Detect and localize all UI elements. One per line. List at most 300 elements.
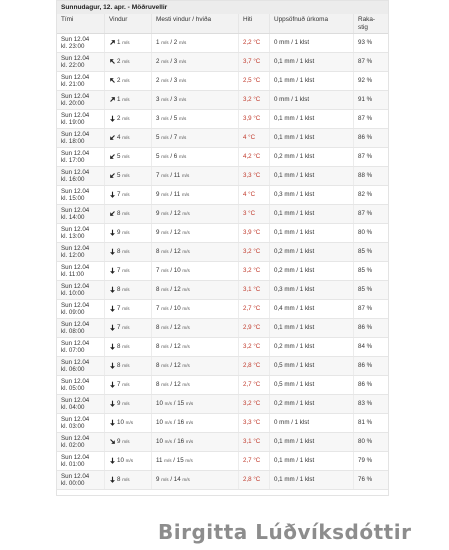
weather-table (56, 0, 389, 496)
row-hour: kl. 01:00 (61, 461, 85, 469)
table-row (57, 129, 388, 148)
row-wind (105, 395, 152, 413)
row-wind (105, 167, 152, 185)
gust-speed: 12 (173, 248, 181, 255)
row-wind (105, 376, 152, 394)
row-time (57, 357, 105, 375)
wind-unit: m/s (122, 382, 130, 388)
row-date: Sun 12.04 (61, 283, 90, 290)
row-date: Sun 12.04 (61, 245, 90, 252)
wind-direction-arrow-icon (109, 39, 116, 46)
wind-speed: 8 (117, 476, 121, 484)
row-date: Sun 12.04 (61, 207, 90, 214)
gust-speed: 6 (173, 153, 178, 160)
wind-speed: 9 (117, 438, 121, 446)
row-gust: 8 m/s / 12 m/s (152, 376, 239, 394)
wind-direction-arrow-icon (109, 305, 116, 312)
gust-unit: m/s (178, 154, 187, 159)
row-time (57, 34, 105, 52)
row-precipitation: 0 mm / 1 klst (270, 34, 354, 52)
wind-unit: m/s (122, 116, 130, 122)
gust-unit: m/s (182, 344, 190, 349)
row-temperature: 3,2 °C (239, 243, 270, 261)
max-wind-unit: m/s (161, 306, 169, 311)
row-hour: kl. 05:00 (61, 385, 85, 393)
max-wind: 10 (156, 419, 163, 426)
row-date: Sun 12.04 (61, 435, 90, 442)
max-wind: 7 (156, 172, 160, 179)
table-row (57, 224, 388, 243)
row-precipitation: 0,1 mm / 1 klst (270, 224, 354, 242)
row-humidity: 91 % (358, 96, 373, 103)
wind-speed: 8 (117, 343, 121, 351)
wind-speed: 1 (117, 39, 121, 47)
table-row (57, 186, 388, 205)
max-wind: 8 (156, 324, 160, 331)
row-date: Sun 12.04 (61, 150, 90, 157)
row-hour: kl. 19:00 (61, 119, 85, 127)
table-row (57, 167, 388, 186)
max-wind-unit: m/s (161, 287, 169, 292)
row-date: Sun 12.04 (61, 340, 90, 347)
row-wind (105, 129, 152, 147)
row-gust: 3 m/s / 5 m/s (152, 110, 239, 128)
row-hour: kl. 20:00 (61, 100, 85, 108)
row-wind (105, 338, 152, 356)
table-title: Sunnudagur, 12. apr. - Möðruvellir (57, 1, 388, 14)
row-time (57, 110, 105, 128)
wind-direction-arrow-icon (109, 419, 116, 426)
max-wind-unit: m/s (161, 325, 169, 330)
row-hour: kl. 15:00 (61, 195, 85, 203)
row-hour: kl. 02:00 (61, 442, 85, 450)
table-row (57, 91, 388, 110)
max-wind-unit: m/s (164, 401, 173, 406)
max-wind: 9 (156, 191, 160, 198)
gust-unit: m/s (178, 78, 187, 83)
gust-speed: 2 (173, 39, 178, 46)
row-hour: kl. 16:00 (61, 176, 85, 184)
row-hour: kl. 18:00 (61, 138, 85, 146)
max-wind: 3 (156, 115, 160, 122)
max-wind-unit: m/s (161, 363, 169, 368)
wind-direction-arrow-icon (109, 134, 116, 141)
gust-speed: 12 (173, 210, 181, 217)
row-gust: 10 m/s / 15 m/s (152, 395, 239, 413)
table-row (57, 376, 388, 395)
row-humidity: 82 % (358, 191, 373, 198)
gust-unit: m/s (182, 211, 190, 216)
row-time (57, 91, 105, 109)
row-temperature: 3,1 °C (239, 433, 270, 451)
row-humidity: 87 % (358, 153, 373, 160)
gust-speed: 16 (177, 419, 185, 426)
table-row (57, 452, 388, 471)
row-precipitation: 0,3 mm / 1 klst (270, 186, 354, 204)
wind-unit: m/s (122, 230, 130, 236)
row-temperature: 2,7 °C (239, 452, 270, 470)
row-time (57, 395, 105, 413)
wind-unit: m/s (122, 211, 130, 217)
row-precipitation: 0,4 mm / 1 klst (270, 300, 354, 318)
row-hour: kl. 08:00 (61, 328, 85, 336)
row-temperature: 3 °C (239, 205, 270, 223)
wind-speed: 7 (117, 191, 121, 199)
row-gust: 10 m/s / 16 m/s (152, 414, 239, 432)
row-date: Sun 12.04 (61, 169, 90, 176)
row-gust: 2 m/s / 3 m/s (152, 72, 239, 90)
wind-direction-arrow-icon (109, 267, 116, 274)
row-time (57, 262, 105, 280)
wind-direction-arrow-icon (109, 210, 116, 217)
row-wind (105, 319, 152, 337)
gust-unit: m/s (178, 97, 187, 102)
gust-unit: m/s (181, 192, 190, 197)
wind-speed: 5 (117, 172, 121, 180)
row-precipitation: 0,1 mm / 1 klst (270, 205, 354, 223)
row-gust: 9 m/s / 11 m/s (152, 186, 239, 204)
gust-speed: 3 (173, 77, 178, 84)
max-wind-unit: m/s (161, 97, 169, 102)
row-precipitation: 0 mm / 1 klst (270, 414, 354, 432)
wind-direction-arrow-icon (109, 438, 116, 445)
row-hour: kl. 00:00 (61, 480, 85, 488)
row-gust: 8 m/s / 12 m/s (152, 281, 239, 299)
row-wind (105, 224, 152, 242)
row-wind (105, 110, 152, 128)
row-temperature: 2,2 °C (239, 34, 270, 52)
row-wind (105, 281, 152, 299)
wind-unit: m/s (125, 420, 134, 426)
row-precipitation: 0,2 mm / 1 klst (270, 338, 354, 356)
row-hour: kl. 09:00 (61, 309, 85, 317)
row-time (57, 72, 105, 90)
max-wind: 8 (156, 286, 160, 293)
row-temperature: 2,8 °C (239, 357, 270, 375)
table-row (57, 148, 388, 167)
wind-unit: m/s (122, 78, 130, 84)
row-humidity: 86 % (358, 134, 373, 141)
row-gust: 2 m/s / 3 m/s (152, 53, 239, 71)
wind-speed: 8 (117, 210, 121, 218)
row-date: Sun 12.04 (61, 302, 90, 309)
gust-speed: 15 (177, 400, 185, 407)
row-time (57, 148, 105, 166)
max-wind: 5 (156, 134, 160, 141)
wind-speed: 9 (117, 229, 121, 237)
max-wind: 5 (156, 153, 160, 160)
table-body (57, 34, 388, 490)
gust-unit: m/s (182, 382, 190, 387)
wind-direction-arrow-icon (109, 248, 116, 255)
max-wind: 1 (156, 39, 160, 46)
row-temperature: 2,8 °C (239, 471, 270, 489)
wind-speed: 2 (117, 58, 121, 66)
max-wind: 2 (156, 77, 160, 84)
row-humidity: 87 % (358, 210, 373, 217)
row-temperature: 3,2 °C (239, 262, 270, 280)
gust-speed: 15 (176, 457, 184, 464)
row-wind (105, 148, 152, 166)
max-wind-unit: m/s (161, 211, 169, 216)
max-wind-unit: m/s (161, 477, 169, 482)
row-date: Sun 12.04 (61, 321, 90, 328)
table-row (57, 319, 388, 338)
header-rain: Uppsöfnuð úrkoma (270, 14, 354, 33)
wind-speed: 7 (117, 305, 121, 313)
row-hour: kl. 21:00 (61, 81, 85, 89)
row-precipitation: 0,1 mm / 1 klst (270, 53, 354, 71)
row-wind (105, 471, 152, 489)
gust-speed: 11 (173, 172, 181, 179)
gust-unit: m/s (182, 230, 190, 235)
wind-speed: 2 (117, 77, 121, 85)
row-precipitation: 0,1 mm / 1 klst (270, 471, 354, 489)
row-time (57, 338, 105, 356)
max-wind-unit: m/s (164, 439, 173, 444)
wind-unit: m/s (122, 192, 130, 198)
wind-direction-arrow-icon (109, 286, 116, 293)
row-hour: kl. 04:00 (61, 404, 85, 412)
gust-speed: 11 (173, 191, 181, 198)
wind-direction-arrow-icon (109, 476, 116, 483)
wind-direction-arrow-icon (109, 115, 116, 122)
wind-unit: m/s (122, 306, 130, 312)
gust-unit: m/s (181, 173, 190, 178)
row-date: Sun 12.04 (61, 378, 90, 385)
gust-speed: 7 (173, 134, 178, 141)
row-precipitation: 0,2 mm / 1 klst (270, 148, 354, 166)
max-wind: 11 (156, 457, 163, 464)
row-gust: 8 m/s / 12 m/s (152, 319, 239, 337)
table-row (57, 395, 388, 414)
row-gust: 10 m/s / 16 m/s (152, 433, 239, 451)
max-wind-unit: m/s (161, 173, 169, 178)
max-wind: 2 (156, 58, 160, 65)
row-gust: 7 m/s / 10 m/s (152, 262, 239, 280)
max-wind: 7 (156, 305, 160, 312)
wind-speed: 10 (117, 419, 124, 427)
row-time (57, 433, 105, 451)
max-wind: 10 (156, 400, 163, 407)
row-humidity: 93 % (358, 39, 373, 46)
row-precipitation: 0,2 mm / 1 klst (270, 262, 354, 280)
max-wind-unit: m/s (161, 382, 169, 387)
row-precipitation: 0,2 mm / 1 klst (270, 395, 354, 413)
row-hour: kl. 03:00 (61, 423, 85, 431)
row-gust: 8 m/s / 12 m/s (152, 243, 239, 261)
row-wind (105, 262, 152, 280)
row-temperature: 2,7 °C (239, 376, 270, 394)
max-wind-unit: m/s (161, 154, 169, 159)
max-wind: 9 (156, 476, 160, 483)
wind-unit: m/s (122, 363, 130, 369)
gust-speed: 5 (173, 115, 178, 122)
row-gust: 9 m/s / 12 m/s (152, 224, 239, 242)
row-temperature: 2,7 °C (239, 300, 270, 318)
row-wind (105, 72, 152, 90)
row-date: Sun 12.04 (61, 416, 90, 423)
wind-speed: 2 (117, 115, 121, 123)
table-row (57, 433, 388, 452)
header-humidity: Raka- stig (358, 16, 376, 31)
row-precipitation: 0,1 mm / 1 klst (270, 433, 354, 451)
max-wind-unit: m/s (164, 420, 173, 425)
row-date: Sun 12.04 (61, 264, 90, 271)
max-wind: 8 (156, 343, 160, 350)
max-wind-unit: m/s (164, 458, 172, 463)
row-humidity: 81 % (358, 419, 373, 426)
row-time (57, 300, 105, 318)
row-date: Sun 12.04 (61, 112, 90, 119)
row-temperature: 4 °C (239, 129, 270, 147)
row-date: Sun 12.04 (61, 397, 90, 404)
wind-unit: m/s (122, 40, 130, 46)
gust-speed: 14 (173, 476, 181, 483)
wind-direction-arrow-icon (109, 362, 116, 369)
row-humidity: 79 % (358, 457, 373, 464)
header-gust: Mesti vindur / hviða (152, 14, 239, 33)
row-hour: kl. 07:00 (61, 347, 85, 355)
gust-unit: m/s (182, 325, 190, 330)
row-time (57, 243, 105, 261)
row-humidity: 80 % (358, 229, 373, 236)
max-wind-unit: m/s (161, 249, 169, 254)
gust-unit: m/s (185, 439, 194, 444)
table-header (57, 14, 388, 34)
max-wind: 9 (156, 210, 160, 217)
row-precipitation: 0,1 mm / 1 klst (270, 167, 354, 185)
row-wind (105, 300, 152, 318)
row-wind (105, 91, 152, 109)
row-time (57, 471, 105, 489)
max-wind: 9 (156, 229, 160, 236)
wind-unit: m/s (122, 268, 130, 274)
wind-direction-arrow-icon (109, 400, 116, 407)
row-humidity: 80 % (358, 438, 373, 445)
wind-unit: m/s (122, 135, 130, 141)
wind-direction-arrow-icon (109, 191, 116, 198)
wind-unit: m/s (122, 344, 130, 350)
row-humidity: 92 % (358, 77, 373, 84)
gust-speed: 12 (173, 381, 181, 388)
table-row (57, 357, 388, 376)
row-hour: kl. 22:00 (61, 62, 85, 70)
row-precipitation: 0,1 mm / 1 klst (270, 129, 354, 147)
row-precipitation: 0,1 mm / 1 klst (270, 72, 354, 90)
gust-speed: 16 (177, 438, 185, 445)
row-wind (105, 243, 152, 261)
row-wind (105, 34, 152, 52)
gust-unit: m/s (178, 116, 187, 121)
table-row (57, 262, 388, 281)
row-precipitation: 0,5 mm / 1 klst (270, 376, 354, 394)
wind-direction-arrow-icon (109, 172, 116, 179)
row-date: Sun 12.04 (61, 473, 90, 480)
row-time (57, 452, 105, 470)
wind-direction-arrow-icon (109, 381, 116, 388)
max-wind-unit: m/s (161, 78, 169, 83)
row-temperature: 3,1 °C (239, 281, 270, 299)
row-hour: kl. 06:00 (61, 366, 85, 374)
wind-unit: m/s (122, 97, 130, 103)
row-gust: 9 m/s / 14 m/s (152, 471, 239, 489)
row-time (57, 167, 105, 185)
row-wind (105, 186, 152, 204)
row-humidity: 87 % (358, 115, 373, 122)
wind-direction-arrow-icon (109, 77, 116, 84)
gust-unit: m/s (182, 268, 190, 273)
wind-speed: 8 (117, 362, 121, 370)
row-temperature: 3,3 °C (239, 414, 270, 432)
row-precipitation: 0,5 mm / 1 klst (270, 357, 354, 375)
row-date: Sun 12.04 (61, 74, 90, 81)
wind-unit: m/s (122, 287, 130, 293)
row-hour: kl. 11:00 (61, 271, 84, 279)
row-date: Sun 12.04 (61, 188, 90, 195)
table-row (57, 53, 388, 72)
header-wind: Vindur (105, 14, 152, 33)
row-date: Sun 12.04 (61, 226, 90, 233)
row-precipitation: 0,1 mm / 1 klst (270, 452, 354, 470)
row-wind (105, 205, 152, 223)
gust-unit: m/s (178, 40, 187, 45)
row-humidity: 76 % (358, 476, 373, 483)
max-wind: 3 (156, 96, 160, 103)
gust-unit: m/s (185, 458, 193, 463)
row-gust: 9 m/s / 12 m/s (152, 205, 239, 223)
row-time (57, 224, 105, 242)
row-date: Sun 12.04 (61, 454, 90, 461)
row-time (57, 186, 105, 204)
table-row (57, 110, 388, 129)
wind-direction-arrow-icon (109, 153, 116, 160)
gust-unit: m/s (178, 135, 187, 140)
gust-unit: m/s (182, 363, 190, 368)
row-precipitation: 0,3 mm / 1 klst (270, 281, 354, 299)
row-gust: 7 m/s / 10 m/s (152, 300, 239, 318)
max-wind: 7 (156, 267, 160, 274)
row-time (57, 205, 105, 223)
wind-direction-arrow-icon (109, 58, 116, 65)
header-temp: Hiti (239, 14, 270, 33)
wind-direction-arrow-icon (109, 457, 116, 464)
wind-speed: 7 (117, 324, 121, 332)
wind-direction-arrow-icon (109, 229, 116, 236)
wind-speed: 7 (117, 381, 121, 389)
gust-speed: 12 (173, 343, 181, 350)
table-row (57, 34, 388, 53)
gust-speed: 12 (173, 229, 181, 236)
row-date: Sun 12.04 (61, 93, 90, 100)
row-humidity: 84 % (358, 343, 373, 350)
row-gust: 3 m/s / 3 m/s (152, 91, 239, 109)
gust-speed: 3 (173, 96, 178, 103)
row-gust: 8 m/s / 12 m/s (152, 338, 239, 356)
row-gust: 8 m/s / 12 m/s (152, 357, 239, 375)
table-row (57, 300, 388, 319)
max-wind-unit: m/s (161, 135, 169, 140)
row-date: Sun 12.04 (61, 36, 90, 43)
table-row (57, 72, 388, 91)
row-wind (105, 357, 152, 375)
wind-speed: 4 (117, 134, 121, 142)
row-date: Sun 12.04 (61, 131, 90, 138)
row-temperature: 3,2 °C (239, 395, 270, 413)
row-humidity: 83 % (358, 400, 373, 407)
row-humidity: 86 % (358, 362, 373, 369)
row-hour: kl. 17:00 (61, 157, 85, 165)
